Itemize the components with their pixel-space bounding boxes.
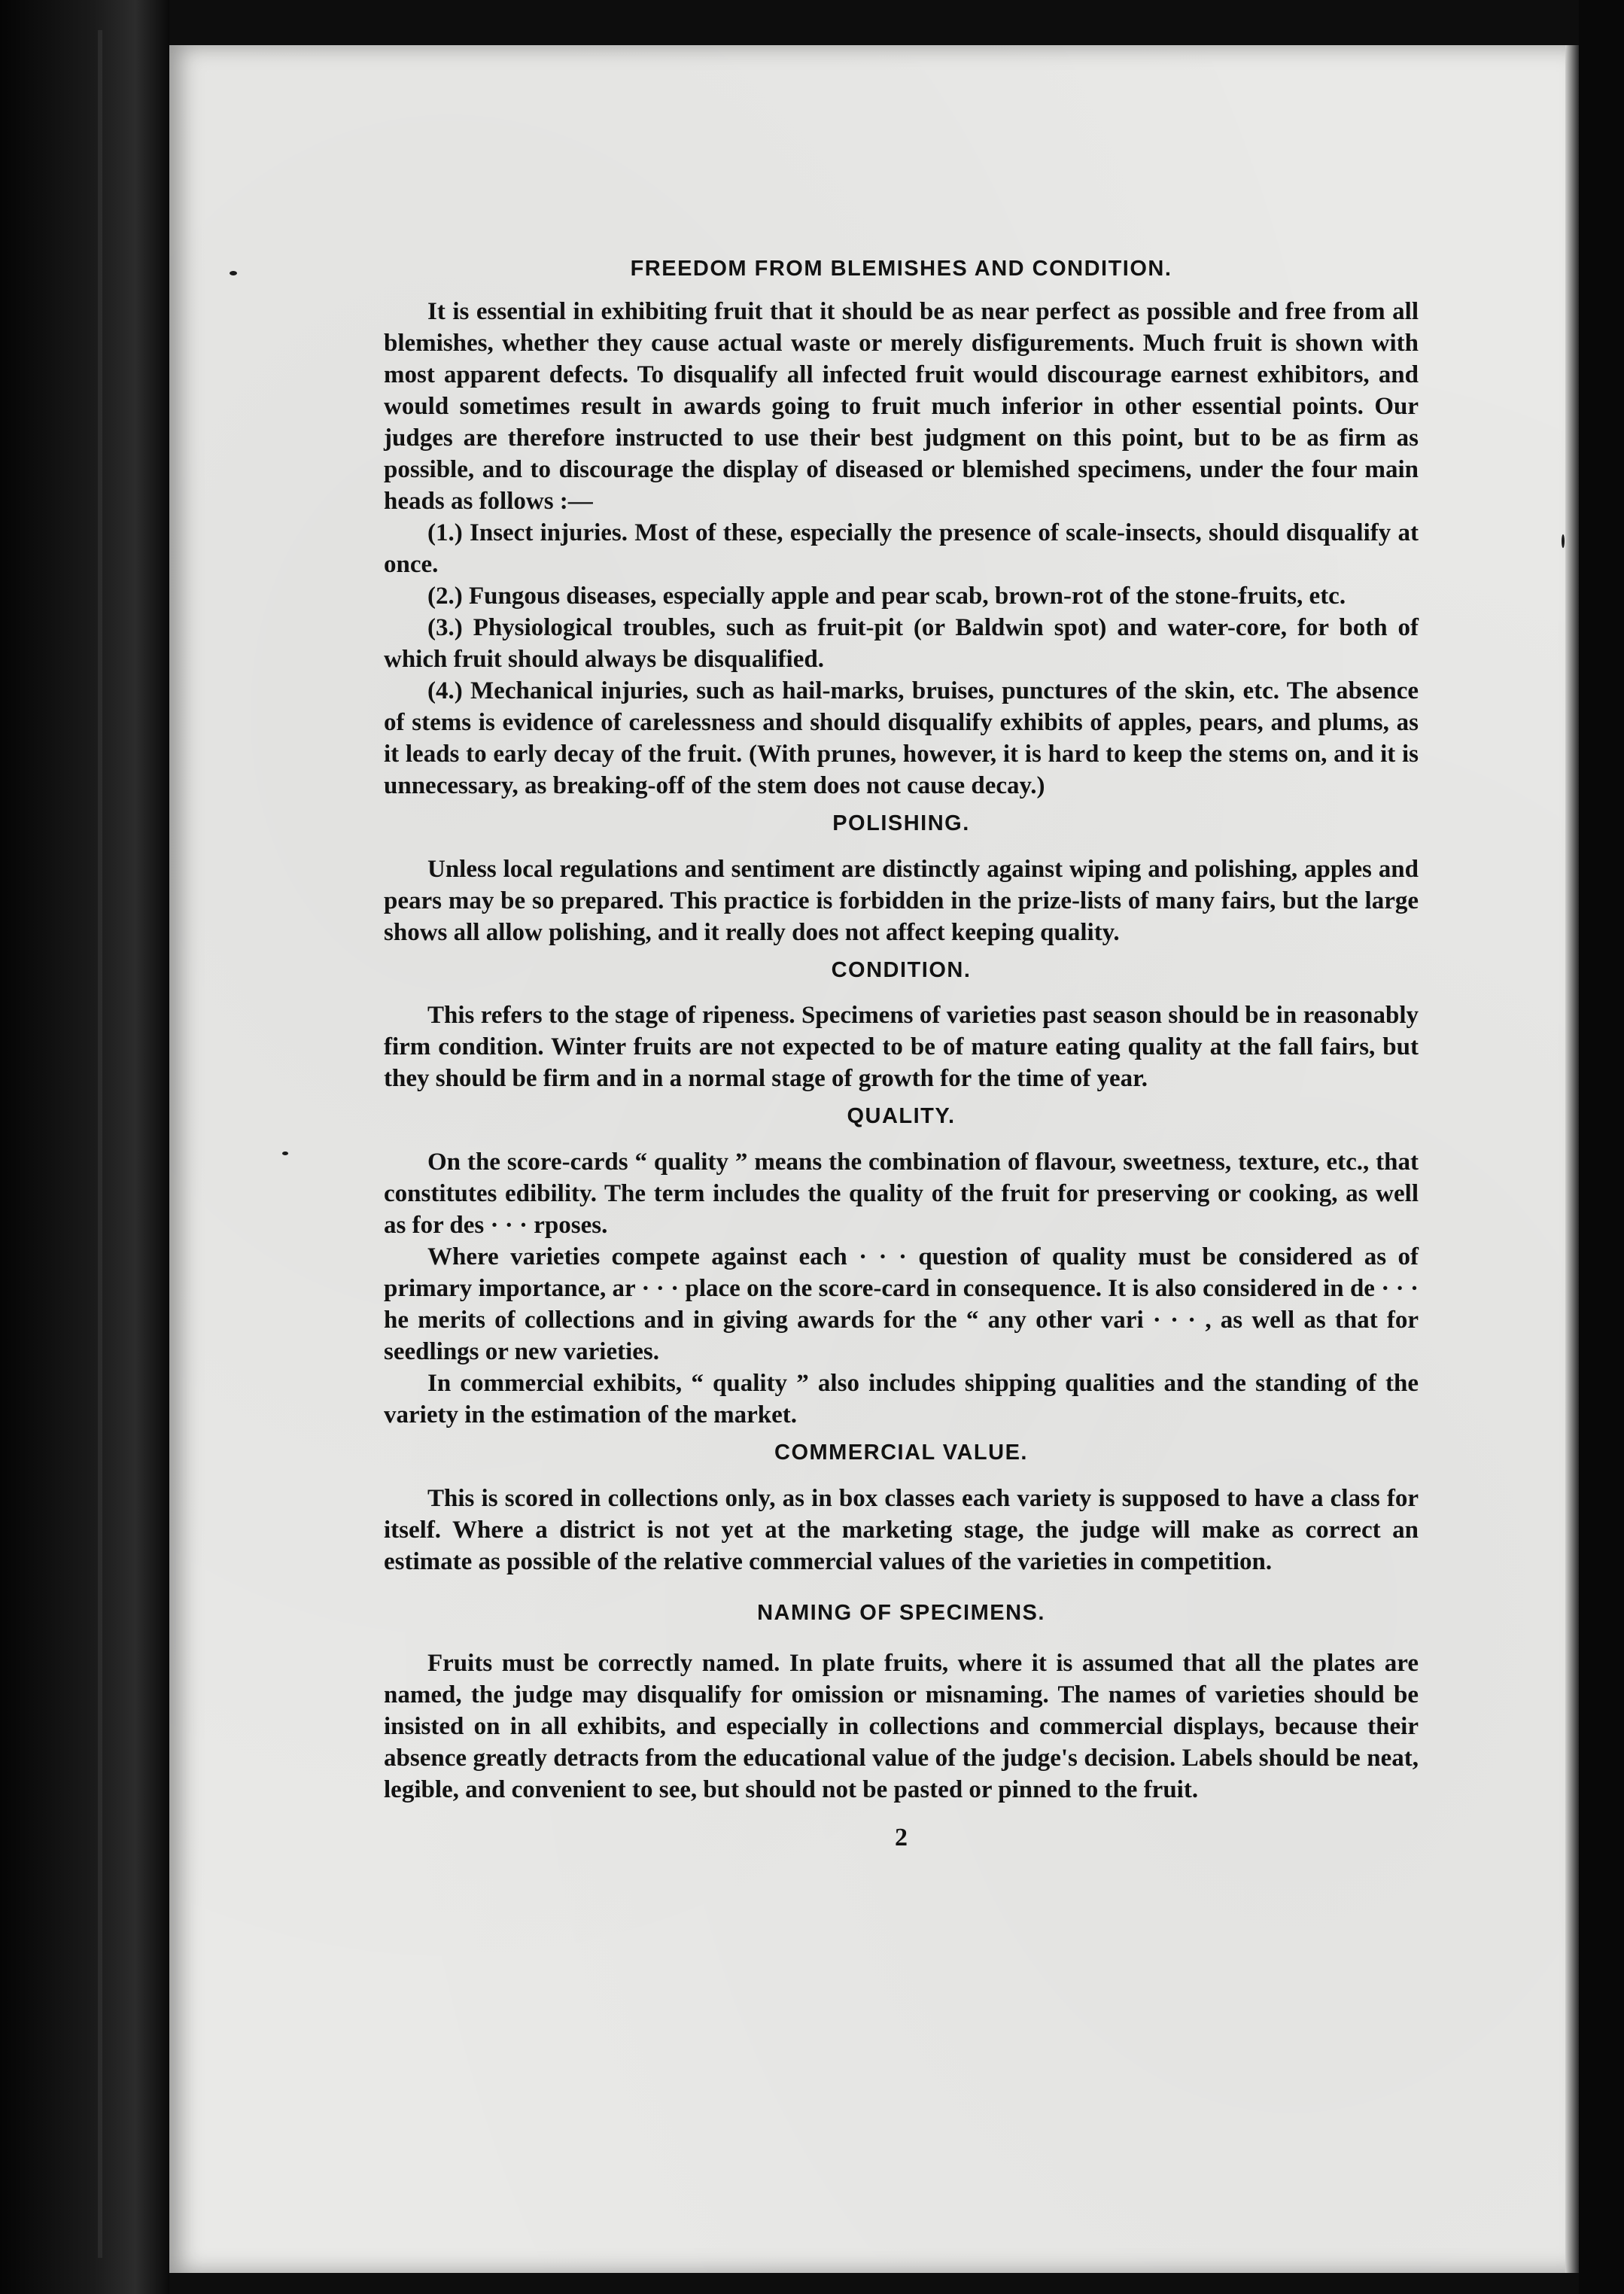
section-heading: POLISHING. (832, 811, 970, 835)
paragraph: It is essential in exhibiting fruit that it should be as near perfect as possible and free from all blemishes, whether they cause actual waste or merely disfigurements. Much fruit is shown with most apparent defects. To disqualify all infected fruit would discourage earnest exhibitors, and would sometimes result in awards going to fruit much inferior in other essential points. Our judges are therefore instructed to use their best judgment on this point, but to be as firm as possible, and to discourage the display of diseased or blemished specimens, under the four main heads as follows :— (384, 297, 1419, 515)
ink-speck (230, 271, 237, 275)
list-item: (3.) Physiological troubles, such as fruit-pit (or Baldwin spot) and water-core, for both of which fruit should always be disqualified. (384, 613, 1419, 673)
page-edge (1565, 45, 1579, 2273)
paragraph: In commercial exhibits, “ quality ” also includes shipping qualities and the standing of the variety in the estimation of the market. (384, 1370, 1419, 1429)
paragraph: On the score-cards “ quality ” means the combination of flavour, sweetness, texture, etc., that constitutes edibility. The term includes the quality of the fruit for preserving or cooking, as well as for des · · · rposes. (384, 1149, 1419, 1240)
paragraph: Unless local regulations and sentiment are distinctly against wiping and polishing, apples and pears may be so prepared. This practice is forbidden in the prize-lists of many fairs, but the large shows all allow polishing, and it really does not affect keeping quality. (384, 855, 1419, 946)
paragraph: Fruits must be correctly named. In plate fruits, where it is assumed that all the plates are named, the judge may disqualify for omission or misnaming. The names of varieties should be insisted on in all exhibits, and especially in collections and commercial displays, because their absence greatly detracts from the educational value of the judge's decision. Labels should be neat, legible, and convenient to see, but should not be pasted or pinned to the fruit. (384, 1649, 1419, 1803)
film-border-right (1579, 0, 1624, 2294)
section-heading: QUALITY. (847, 1104, 956, 1129)
ink-speck (282, 1152, 288, 1155)
section-heading: COMMERCIAL VALUE. (774, 1441, 1028, 1465)
paragraph: Where varieties compete against each · · · question of quality must be considered as of primary importance, ar · · · place on the score-card in consequence. It is also considered in de · · · he merits of collections and in giving awards for the “ any other vari · · · , as well as that for seedlings or new varieties. (384, 1243, 1419, 1366)
list-item: (4.) Mechanical injuries, such as hail-marks, bruises, punctures of the skin, etc. The absence of stems is evidence of carelessness and should disqualify exhibits of apples, pears, and plums, as it leads to early decay of the fruit. (With prunes, however, it is hard to keep the stems on, and it is unnecessary, as breaking-off of the stem does not cause decay.) (384, 677, 1419, 799)
page-number: 2 (895, 1823, 908, 1851)
film-border-left (0, 0, 169, 2294)
section-heading: NAMING OF SPECIMENS. (757, 1600, 1045, 1625)
paragraph: This is scored in collections only, as in box classes each variety is supposed to have a class for itself. Where a district is not yet at the marketing stage, the judge will make as correct an estimate as possible of the relative commercial values of the varieties in competition. (384, 1484, 1419, 1575)
ink-speck (1562, 534, 1565, 548)
list-item: (2.) Fungous diseases, especially apple and pear scab, brown-rot of the stone-fruits, etc. (427, 582, 1346, 610)
section-heading: CONDITION. (831, 957, 972, 982)
list-item: (1.) Insect injuries. Most of these, especially the presence of scale-insects, should disqualify at once. (384, 519, 1419, 578)
section-heading: FREEDOM FROM BLEMISHES AND CONDITION. (630, 257, 1172, 281)
paragraph: This refers to the stage of ripeness. Specimens of varieties past season should be in reasonably firm condition. Winter fruits are not expected to be of mature eating quality at the fall fairs, but they should be firm and in a normal stage of growth for the time of year. (384, 1002, 1419, 1093)
document-text (384, 256, 1419, 1852)
